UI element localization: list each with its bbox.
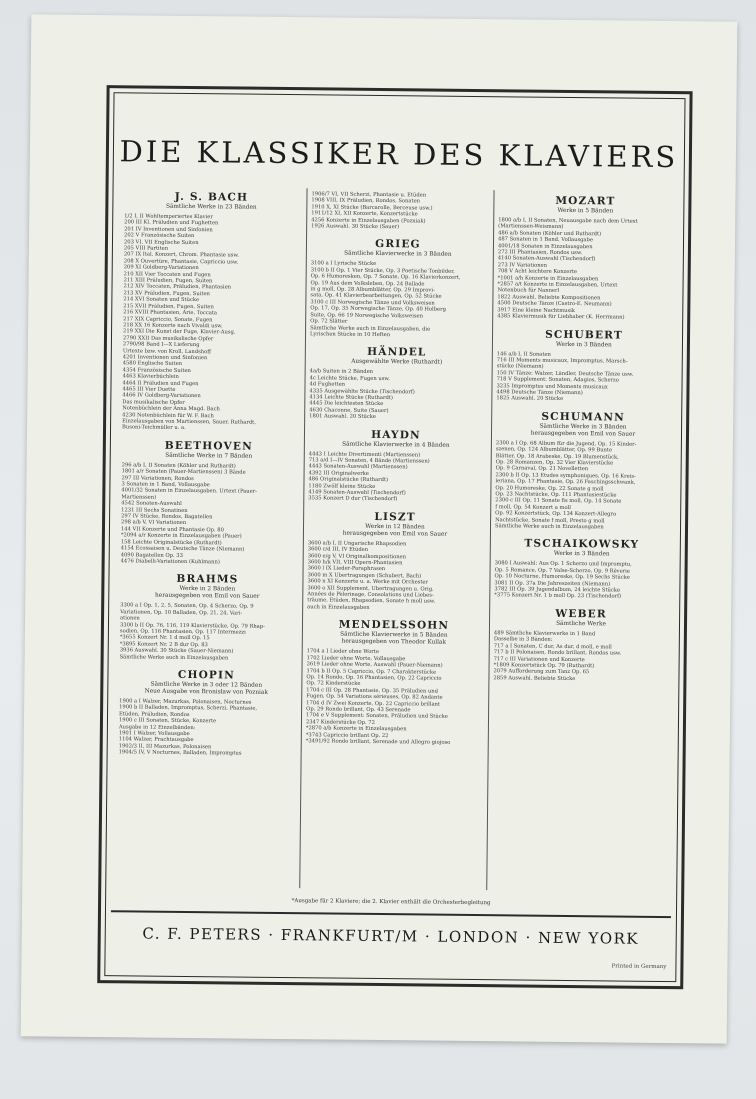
section-subtitle: Sämtliche Klavierwerke in 3 Bänden — [344, 251, 452, 259]
catalog-entry: 213 XV Präludien, Fugen, Suiten — [123, 290, 210, 298]
catalog-entry: 4a/b Suiten in 2 Bänden — [309, 368, 374, 376]
catalog-entry: 3235 Impromptus und Moments musicaux — [496, 382, 608, 390]
catalog-entry: Op. 23 Nachtstücke, Op. 111 Phantasiestücke — [495, 491, 617, 499]
catalog-entry: Urtexte bzw. von Kroll, Landshoff — [122, 347, 211, 355]
catalog-entry: 215 XVII Präludien, Fugen, Suiten — [123, 302, 214, 310]
catalog-entry: 3600 l IX Lieder-Paraphrasen — [307, 565, 386, 573]
catalog-entry: Op. 9 Carnaval, Op. 21 Novelletten — [495, 465, 589, 473]
catalog-entry: *2870 a/b Konzerte in Einzelausgaben — [305, 725, 407, 733]
catalog-entry: 1801 a/r Sonaten (Pauer-Martienssen) 3 Bände — [121, 468, 246, 476]
catalog-entry: 4354 Französische Suiten — [122, 367, 191, 374]
entry-list — [496, 351, 671, 404]
catalog-entry: 3535 Konzert D dur (Tischendorf) — [308, 495, 398, 503]
entry-list — [307, 540, 482, 612]
catalog-entry: *2857 a/t Konzerte in Einzelausgaben, Urtext — [497, 281, 618, 289]
catalog-entry: 1704 b II Op. 5 Capriccio, Op. 7 Charakterstücke — [306, 667, 437, 676]
catalog-entry: Op. 92 Konzertstück, Op. 134 Konzert-Allegro — [495, 510, 617, 518]
composer-section — [309, 346, 484, 422]
catalog-entry: *3775 Konzert Nr. 1 b moll Op. 23 (Tischendorf) — [494, 592, 622, 601]
catalog-entry: Martienssen) — [121, 494, 157, 501]
catalog-entry: 3081 II Op. 37a Die Jahreszeiten (Niemann) — [494, 579, 611, 588]
catalog-entry: 1900 b II Balladen, Impromptus, Scherzi, Phantasie, — [119, 704, 258, 713]
catalog-entry: 216 XVIII Phantasien, Arie, Toccata — [123, 309, 218, 317]
catalog-entry: 1180 Zwölf kleine Stücke — [308, 482, 376, 490]
catalog-entry: 489 Sämtliche Klavierwerke in 1 Band — [493, 630, 596, 638]
catalog-entry: sata, Op. 41 Klavierbearbeitungen, Op. 52 Stücke — [310, 292, 442, 301]
entry-list — [308, 451, 483, 504]
catalog-entry: 219 XXI Die Kunst der Fuge, Klavier-Ausg. — [123, 328, 236, 336]
catalog-entry: Einzelausgaben von Martienssen, Sauer, Ruthardt, — [122, 418, 256, 426]
catalog-entry: 3600 o XII Supplement, Übertragungen u. Orig. — [307, 584, 434, 593]
catalog-entry: 1/2 I, II Wohltemperiertes Klavier — [124, 213, 213, 221]
catalog-entry: Sämtliche Werke auch in Einzelausgaben — [119, 653, 229, 661]
composer-heading: MOZART — [555, 194, 616, 208]
catalog-entry: 4001/32 Sonaten in Einzelausgaben. Urtext (Pauer- — [121, 487, 257, 496]
catalog-entry: Années de Pèlerinage, Consolations und Liebes- — [307, 591, 434, 599]
catalog-entry: 4464 II Präludien und Fugen — [122, 379, 199, 387]
catalog-entry: (Martienssen-Weismann) — [498, 223, 564, 231]
composer-section — [306, 619, 481, 747]
catalog-entry: 3100 b II Op. 1 Vier Stücke, Op. 3 Poetische Tonbilder, — [310, 267, 455, 275]
catalog-entry: 3600 c/d III, IV Etüden — [307, 546, 369, 554]
composer-heading: CHOPIN — [177, 668, 236, 682]
composer-heading: GRIEG — [375, 238, 421, 251]
catalog-entry: 2619 Lieder ohne Worte, Auswahl (Pauer-Niemann) — [306, 661, 443, 669]
catalog-entry: 207 IX Ital. Konzert, Chrom. Phantasie usw. — [123, 251, 239, 259]
section-subtitle: Sämtliche Werke in 7 Bänden — [165, 452, 253, 460]
catalog-entry: 1231 III Sechs Sonatinen — [121, 506, 188, 514]
catalog-entry: stücke (Niemann) — [496, 363, 544, 371]
catalog-entry: 4335 Ausgewählte Stücke (Tischendorf) — [309, 387, 415, 395]
entry-list — [493, 630, 668, 683]
catalog-entry: 717 c III Variationen und Konzerte — [493, 655, 585, 663]
composer-heading: SCHUMANN — [541, 410, 626, 424]
composer-heading: BRAHMS — [176, 573, 239, 586]
catalog-entry: 1704 e V Supplement: Sonaten, Präludien und Stücke — [306, 712, 448, 721]
catalog-entry: 205 VIII Partiten — [123, 245, 169, 252]
catalog-entry: 212 XIV Toccaten, Präludien, Phantasien — [123, 283, 232, 291]
catalog-entry: Op. 72 Slåtter — [310, 318, 348, 325]
catalog-entry: 4d Fughetten — [309, 381, 346, 388]
catalog-entry: 1800 a/b I, II Sonaten, Neuausgabe nach dem Urtext — [498, 217, 638, 225]
catalog-entry: 272 III Phantasien, Rondos usw. — [497, 249, 583, 257]
catalog-entry: 3 Sonaten in 1 Band, Vollausgabe — [121, 481, 210, 489]
composer-heading: WEBER — [555, 607, 607, 621]
catalog-entry: auch in Einzelausgaben — [307, 604, 370, 611]
catalog-entry: 203 VI, VII Englische Suiten — [123, 238, 199, 246]
section-subtitle: herausgegeben von Emil von Sauer — [155, 592, 260, 601]
catalog-entry: 3300 a I Op. 1, 2, 5, Sonaten, Op. 4 Scherzo, Op. 9 — [120, 602, 254, 611]
catalog-entry: Op. 20 Humoreske, Op. 22 Sonate g moll — [495, 484, 604, 492]
section-subtitle: Sämtliche Werke in 23 Bänden — [165, 203, 257, 211]
entry-list — [497, 217, 672, 321]
catalog-entry: 1825 Auswahl. 20 Stücke — [496, 395, 564, 403]
catalog-entry: Busoni-Teichmüller u. a. — [122, 424, 186, 432]
catalog-entry: Nachtstücke, Sonate f moll, Presto g moll — [495, 516, 605, 524]
catalog-entry: in g moll, Op. 28 Albumblätter, Op. 29 Improvi- — [310, 286, 435, 294]
composer-section — [120, 573, 295, 662]
section-subtitle: Sämtliche Werke — [556, 620, 606, 628]
catalog-entry: Op. 14 Rondo, Op. 16 Phantasien, Op. 22 Capriccio — [306, 674, 442, 682]
catalog-entry: Op. 28 Romanzen, Op. 32 Vier Klavierstücke — [495, 459, 614, 467]
catalog-entry: 217 XIX Capriccio, Sonate, Fugen — [123, 315, 213, 323]
column-2 — [299, 188, 489, 890]
catalog-entry: 4392 III Originalwerke — [308, 470, 369, 477]
catalog-entry: 201 IV Inventionen und Sinfonien — [124, 226, 213, 234]
catalog-entry: 298 a/b V, VI Variationen — [121, 519, 187, 527]
catalog-entry: 297 III Variationen, Rondos — [121, 474, 194, 482]
catalog-entry: 146 a/b I, II Sonaten — [496, 350, 551, 358]
catalog-entry: 210 XII Vier Toccaten und Fugen — [123, 270, 211, 278]
catalog-entry: Op. 5 Romance, Op. 7 Valse-Scherzo, Op. 9 Rêverie — [494, 567, 630, 575]
footnote: *Ausgabe für 2 Klaviere; die 2. Klavier enthält die Orchesterbegleitung — [291, 898, 491, 907]
catalog-entry: 2079 Aufforderung zum Tanz Op. 65 — [493, 668, 590, 676]
catalog-entry: 3782 III Op. 39 Jugendalbum, 24 leichte Stücke — [494, 586, 621, 594]
section-subtitle: Werke in 2 Bänden — [179, 586, 236, 593]
catalog-entry: Op. 72 Kinderstücke — [306, 680, 361, 688]
catalog-entry: *3655 Konzert Nr. 1 d moll Op. 15 — [119, 634, 210, 642]
catalog-entry: *3491/92 Rondo brillant, Serenade und Allegro giojoso — [305, 738, 451, 746]
composer-section — [121, 439, 296, 566]
catalog-page — [21, 14, 738, 1043]
catalog-entry: 202 V Französische Suiten — [124, 232, 195, 240]
catalog-entry: 4500 Deutsche Tänze (Castro-E. Neumann) — [497, 300, 612, 308]
catalog-entry: 713 a/d I—IV Sonaten, 4 Bände (Martienssen) — [308, 457, 430, 465]
catalog-entry: Notenbuch für Nannerl — [497, 287, 560, 295]
catalog-entry: 218 XX 16 Konzerte nach Vivaldi usw. — [123, 322, 223, 330]
catalog-entry: 4154 Ecossaisen u. Deutsche Tänze (Niemann) — [120, 545, 245, 553]
composer-section — [119, 668, 294, 757]
composer-section — [122, 190, 299, 433]
entry-list — [311, 191, 485, 231]
catalog-entry: 4630 Chaconne, Suite (Sauer) — [309, 407, 389, 414]
catalog-entry: 2347 Kinderstücke Op. 72 — [305, 718, 375, 726]
section-subtitle: herausgegeben von Theodor Kullak — [341, 638, 447, 646]
catalog-entry: Fugen, Op. 54 Variations sérieuses, Op. 82 Andante — [306, 693, 443, 701]
catalog-entry: Sämtliche Werke auch in Einzelausgaben — [495, 523, 604, 531]
catalog-entry: 211 XIII Präludien, Fugen, Suiten — [123, 277, 213, 285]
section-subtitle: Sämtliche Klavierwerke in 5 Bänden — [340, 631, 448, 640]
catalog-entry: szenen, Op. 124 Albumblätter, Op. 99 Bunte — [495, 446, 613, 454]
catalog-entry: Dasselbe in 3 Bänden: — [493, 636, 553, 644]
catalog-entry: Op. 6 Humoresken, Op. 7 Sonate, Op. 16 Klavierkonzert, — [310, 273, 461, 282]
catalog-entry: 1702 Lieder ohne Worte, Vollausgabe — [306, 654, 406, 662]
catalog-entry: Op. 19 Aus dem Volksleben, Op. 24 Ballade — [310, 279, 425, 288]
catalog-entry: Variationen, Op. 10 Balladen, Op. 21, 24, Vari- — [120, 609, 243, 617]
composer-section — [307, 510, 482, 612]
composer-section — [311, 191, 485, 231]
column-3 — [486, 190, 676, 892]
catalog-entry: 158 Leichte Originalstücke (Ruthardt) — [120, 538, 222, 547]
catalog-entry: 1900 c III Sonaten, Stücke, Konzerte — [118, 717, 217, 725]
composer-section — [496, 328, 671, 404]
section-subtitle: Sämtliche Werke in 3 oder 12 Bänden — [150, 681, 263, 689]
entry-list — [306, 649, 481, 747]
publisher-line: C. F. PETERS · FRANKFURT/M · LONDON · NEW YORK — [142, 924, 640, 948]
composer-heading: J. S. BACH — [174, 190, 249, 204]
catalog-entry: 1904/5 IV, V Nocturnes, Balladen, Impromptus — [118, 749, 242, 757]
catalog-entry: 3600 a/b I, II Ungarische Rhapsodien — [307, 540, 407, 548]
catalog-entry: 1822 Auswahl. Beliebte Kompositionen — [497, 294, 601, 302]
catalog-entry: Blätter, Op. 18 Arabeske, Op. 19 Blumenstück, — [495, 452, 619, 461]
catalog-entry: Lyrischen Stücke in 10 Heften — [310, 331, 391, 339]
composer-heading: BEETHOVEN — [164, 439, 253, 453]
entry-list — [495, 440, 670, 532]
catalog-entry: 1926 Auswahl. 30 Stücke (Sauer) — [311, 223, 400, 231]
catalog-entry: 3080 I Auswahl: Aus Op. 1 Scherzo und Impromptu, — [494, 560, 632, 569]
catalog-entry: Suite, Op. 66 19 Norwegische Volksweisen — [310, 311, 424, 320]
catalog-entry: 4463 Klavierbüchlein — [122, 373, 179, 381]
catalog-entry: 4201 Inventionen und Sinfonien — [122, 354, 208, 362]
section-subtitle: Werke in 5 Bänden — [557, 207, 614, 215]
column-1 — [113, 186, 302, 888]
catalog-entry: *2094 a/r Konzerte in Einzelausgaben (Pauer) — [120, 532, 242, 540]
catalog-entry: 2790/98 Band I—X Lieferung — [122, 341, 200, 349]
catalog-entry: 2300 b II Op. 13 Etudes symphoniques, Op. 16 Kreis- — [495, 471, 636, 480]
catalog-entry: 708 V Acht leichtere Konzerte — [497, 268, 578, 276]
catalog-entry: Das musikalische Opfer — [122, 399, 185, 406]
section-subtitle: herausgegeben von Emil von Sauer — [342, 530, 448, 538]
catalog-entry: 4465 III Vier Duette — [122, 386, 176, 393]
section-subtitle: Sämtliche Klavierwerke in 4 Bänden — [342, 441, 450, 449]
catalog-entry: 4443 Sonaten-Auswahl (Martienssen) — [308, 463, 408, 471]
catalog-entry: 1704 d IV Zwei Konzerte, Op. 22 Capriccio brillant — [306, 699, 441, 708]
catalog-entry: 718 V Supplement: Sonaten, Adagios, Scherzo — [496, 376, 619, 384]
printed-in: Printed in Germany — [611, 963, 667, 971]
composer-section — [493, 607, 668, 683]
catalog-entry: 1908 VIII, IX Präludien, Rondos, Sonaten — [311, 197, 421, 205]
catalog-entry: 297 IV Stücke, Rondos, Bagatellen — [121, 513, 213, 521]
catalog-entry: 717 a I Sonaten, C dur, As dur, d moll, e moll — [493, 642, 612, 651]
catalog-entry: sodien, Op. 116 Phantasien, Op. 117 Intermezzi — [119, 628, 246, 636]
catalog-frame — [97, 85, 692, 989]
catalog-entry: 296 a/b I, II Sonaten (Köhler und Ruthardt) — [121, 462, 236, 470]
catalog-entry: 4542 Sonaten-Auswahl — [121, 500, 182, 508]
entry-list — [494, 561, 668, 601]
section-subtitle: herausgegeben von Emil von Sauer — [530, 430, 636, 438]
catalog-entry: leriana, Op. 17 Phantasie, Op. 26 Faschingsschwank, — [495, 478, 636, 486]
catalog-entry: *1809 Konzertstück Op. 79 (Ruthardt) — [493, 662, 595, 670]
catalog-entry: *3743 Capriccio brillant Op. 22 — [305, 731, 389, 739]
entry-list — [119, 698, 294, 757]
catalog-entry: 1704 a I Lieder ohne Worte — [306, 648, 379, 656]
catalog-entry: 717 b II Polonaisen, Rondo brillant, Rondos usw. — [493, 649, 622, 657]
catalog-entry: 4445 Die leichtesten Stücke — [309, 400, 384, 408]
catalog-entry: 4476 Diabelli-Variationen (Kuhlmann) — [120, 558, 220, 566]
composer-heading: HÄNDEL — [367, 346, 427, 359]
catalog-entry: Op. 10 Nocturne, Humoreske, Op. 19 Sechs Stücke — [494, 573, 630, 581]
catalog-entry: 2790 XXII Das musikalische Opfer — [122, 335, 214, 342]
entry-list — [310, 261, 485, 340]
entry-list — [120, 603, 295, 662]
catalog-entry: 4466 IV Goldberg-Variationen — [122, 392, 201, 400]
composer-heading: HAYDN — [371, 428, 421, 441]
catalog-entry: f moll, Op. 54 Konzert a moll — [495, 504, 571, 511]
catalog-entry: 1801 Auswahl. 20 Stücke — [309, 413, 376, 421]
composer-heading: MENDELSSOHN — [338, 618, 450, 633]
section-subtitle: Neue Ausgabe von Bronisław von Pozniak — [144, 688, 268, 696]
catalog-entry: 1906/7 VI, VII Scherzi, Phantasie u. Etüden — [311, 191, 427, 199]
catalog-entry: 4c Leichte Stücke, Fugen usw. — [309, 374, 390, 382]
catalog-entry: 2859 Auswahl. Beliebte Stücke — [493, 674, 576, 682]
catalog-entry: 1104 Walzer, Prachtausgabe — [118, 736, 194, 744]
catalog-entry: 3600 e/g V, VI Originalkompositionen — [307, 552, 407, 560]
catalog-entry: Ausgabe in 12 Einzelbänden: — [118, 723, 196, 731]
catalog-entry: *3895 Konzert Nr. 2 B dur Op. 83 — [119, 641, 208, 648]
catalog-entry: 209 XI Goldberg-Variationen — [123, 264, 199, 272]
catalog-entry: 3600 n XI Konzerte u. a. Werke mit Orchester — [307, 578, 429, 586]
composer-section — [497, 194, 672, 321]
composer-heading: TSCHAIKOWSKY — [524, 537, 640, 552]
catalog-entry: 4385 Klaviermusik für Liebhaber (K. Herrmann) — [497, 313, 625, 321]
catalog-entry: 3600 h/k VII, VIII Opern-Phantasien — [307, 559, 403, 567]
catalog-entry: *1001 a/h Konzerte in Einzelausgaben — [497, 274, 599, 282]
catalog-entry: 3100 a I Lyrische Stücke — [310, 260, 377, 268]
catalog-entry: Notenbüchlein der Anna Magd. Bach — [122, 405, 220, 413]
section-subtitle: Sämtliche Werke in 3 Bänden — [539, 423, 627, 431]
catalog-entry: 3100 c III Norwegische Tänze und Volksweisen — [310, 299, 435, 307]
catalog-entry: 1902/3 II, III Mazurkas, Polonaisen — [118, 743, 212, 751]
catalog-entry: 208 X Ouvertüre, Phantasie, Capriccio usw. — [123, 258, 239, 266]
composer-section — [310, 238, 485, 340]
catalog-entry: 4256 Konzerte in Einzelausgaben (Pozniak) — [311, 216, 426, 225]
composer-section — [494, 538, 669, 601]
catalog-entry: 1901 I Walzer, Vollausgabe — [118, 730, 190, 738]
catalog-entry: 2300 a I Op. 68 Album für die Jugend, Op. 15 Kinder- — [495, 439, 637, 448]
catalog-entry: 200 III Kl. Präludien und Fughetten — [124, 219, 219, 227]
catalog-entry: ationen — [120, 615, 140, 622]
catalog-entry: 486 Originalstücke (Ruthardt) — [308, 476, 389, 484]
entry-list — [309, 369, 484, 422]
section-subtitle: Werke in 3 Bänden — [553, 551, 610, 558]
catalog-entry: 4149 Sonaten-Auswahl (Tischendorf) — [308, 489, 406, 497]
entry-list — [122, 213, 298, 433]
catalog-entry: Op. 17, Op. 35 Norwegische Tänze, Op. 40 Holberg — [310, 305, 446, 313]
catalog-entry: 4230 Notenbüchlein für W. F. Bach — [122, 411, 214, 419]
composer-section — [495, 410, 670, 532]
entry-list — [121, 462, 296, 566]
catalog-entry: 2300 c III Op. 11 Sonate fis moll, Op. 14 Sonate — [495, 497, 622, 505]
section-subtitle: Werke in 12 Bänden — [365, 523, 425, 531]
catalog-entry: 486 a/b Sonaten (Köhler und Ruthardt) — [498, 230, 602, 238]
catalog-entry: 716 III Moments musicaux, Impromptus, Marsch- — [496, 357, 628, 365]
catalog-entry: 487 Sonaten in 1 Band, Vollausgabe — [498, 236, 593, 244]
catalog-entry: 4134 Leichte Stücke (Ruthardt) — [309, 394, 393, 402]
section-subtitle: Werke in 3 Bänden — [556, 341, 612, 348]
catalog-title: DIE KLASSIKER DES KLAVIERS — [119, 134, 679, 175]
catalog-entry: 1910 X, XI Stücke (Barcarolle, Berceuse usw.) — [311, 204, 433, 212]
catalog-entry: 4580 Englische Suiten — [122, 360, 183, 368]
catalog-entry: 3300 b II Op. 76, 116, 119 Klavierstücke, Op. 79 Rhap- — [119, 621, 265, 630]
catalog-entry: 150 IV Tänze: Walzer, Ländler, Deutsche Tänze usw. — [496, 369, 634, 378]
composer-heading: SCHUBERT — [545, 328, 624, 342]
catalog-entry: 3917 Eine kleine Nachtmusik — [497, 306, 575, 314]
section-subtitle: Ausgewählte Werke (Ruthardt) — [351, 359, 443, 366]
catalog-entry: 3936 Auswahl. 30 Stücke (Sauer-Niemann) — [119, 647, 234, 655]
catalog-entry: 214 XVI Sonaten und Stücke — [123, 296, 200, 304]
catalog-entry: 4498 Deutsche Tänze (Niemann) — [496, 389, 583, 397]
catalog-entry: Etüden, Präludien, Rondos — [119, 711, 190, 718]
catalog-entry: 144 VII Konzerte und Phantasie Op. 80 — [120, 526, 224, 534]
catalog-entry: Sämtliche Werke auch in Einzelausgaben, die — [310, 324, 431, 333]
catalog-entry: 4001/18 Sonaten in Einzelausgaben — [497, 242, 593, 250]
catalog-entry: 3600 m X Übertragungen (Schubert, Bach) — [307, 572, 422, 580]
catalog-entry: 1704 c III Op. 28 Phantasie, Op. 35 Präludien und — [306, 686, 439, 695]
catalog-entry: 4443 I Leichte Divertimenti (Martienssen) — [308, 450, 421, 458]
composer-heading: LISZT — [374, 510, 416, 524]
catalog-entry: 1911/12 XI, XII Konzerte, Konzertstücke — [311, 210, 418, 218]
catalog-entry: 273 IV Variationen — [497, 262, 548, 269]
catalog-entry: träume, Etüden, Rhapsodien, Sonate h moll usw. — [307, 597, 436, 606]
composer-columns — [113, 186, 676, 892]
catalog-entry: 1900 a I Walzer, Mazurkas, Polonaisen, Nocturnes — [119, 698, 252, 706]
catalog-entry: 4090 Bagatellen Op. 33 — [120, 551, 183, 559]
catalog-entry: 4140 Sonaten-Auswahl (Tischendorf) — [497, 255, 596, 263]
catalog-entry: Op. 29 Rondo brillant, Op. 43 Serenade — [306, 706, 411, 714]
composer-section — [308, 428, 483, 504]
